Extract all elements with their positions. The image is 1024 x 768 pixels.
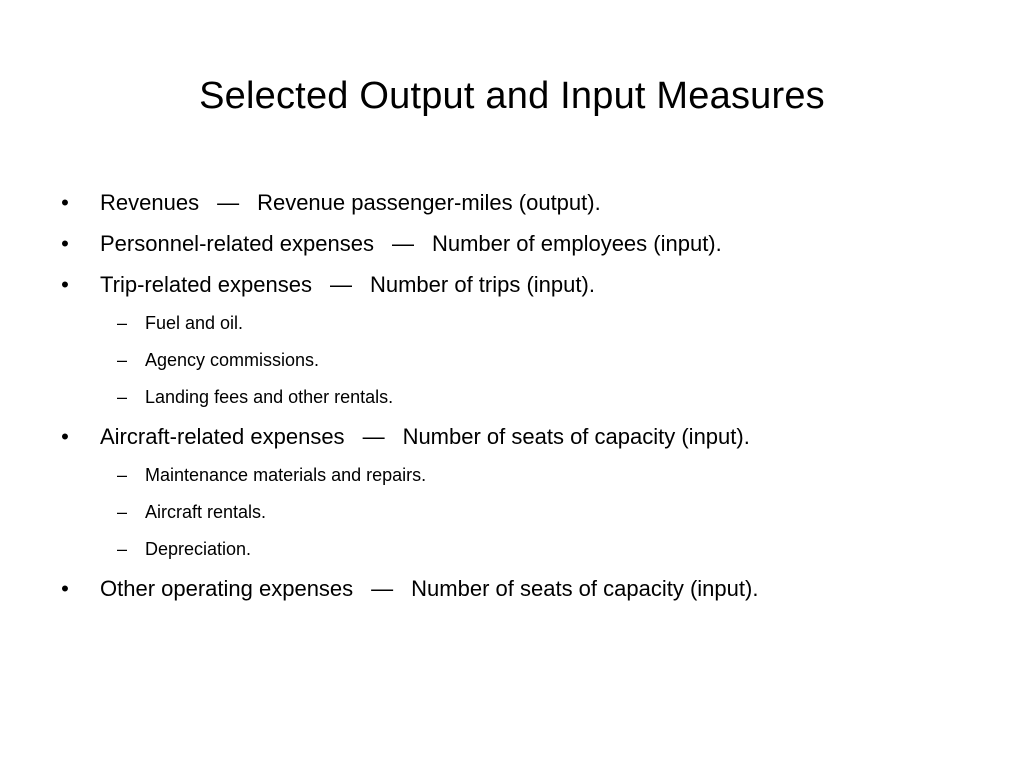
subbullet-text: Landing fees and other rentals. [145, 387, 394, 407]
bullet-lead: Aircraft-related expenses [100, 424, 345, 449]
bullet-lead: Trip-related expenses [100, 272, 312, 297]
em-dash-separator: — [371, 576, 394, 601]
dash-marker: – [116, 350, 127, 370]
subbullet-fuel-oil [58, 305, 978, 342]
dash-marker: – [116, 465, 127, 485]
bullet-personnel-expenses [58, 223, 978, 264]
bullet-lead: Personnel-related expenses [100, 231, 374, 256]
dash-marker: – [116, 539, 127, 559]
subbullet-depreciation [58, 531, 978, 568]
dash-marker: – [116, 502, 127, 522]
bullet-detail: Number of employees (input). [431, 231, 722, 256]
em-dash-separator: — [362, 424, 385, 449]
slide-title: Selected Output and Input Measures [199, 75, 825, 117]
bullet-aircraft-expenses [58, 416, 978, 457]
bullet-lead: Revenues [100, 190, 200, 215]
subbullet-text: Depreciation. [145, 539, 252, 559]
subbullet-maintenance [58, 457, 978, 494]
bullet-marker: • [61, 576, 69, 601]
bullet-marker: • [61, 190, 69, 215]
bullet-marker: • [61, 272, 69, 297]
bullet-other-expenses [58, 568, 978, 609]
subbullet-landing-fees [58, 379, 978, 416]
em-dash-separator: — [391, 231, 414, 256]
bullet-detail: Number of seats of capacity (input). [402, 424, 750, 449]
subbullet-text: Maintenance materials and repairs. [145, 465, 427, 485]
bullet-detail: Revenue passenger-miles (output). [257, 190, 601, 215]
bullet-trip-expenses [58, 264, 978, 305]
subbullet-text: Agency commissions. [145, 350, 320, 370]
em-dash-separator: — [329, 272, 352, 297]
subbullet-text: Fuel and oil. [145, 313, 244, 333]
subbullet-aircraft-rentals [58, 494, 978, 531]
subbullet-text: Aircraft rentals. [145, 502, 267, 522]
bullet-lead: Other operating expenses [100, 576, 354, 601]
dash-marker: – [116, 313, 127, 333]
bullet-marker: • [61, 231, 69, 256]
em-dash-separator: — [217, 190, 240, 215]
bullet-detail: Number of trips (input). [369, 272, 595, 297]
bullet-detail: Number of seats of capacity (input). [411, 576, 759, 601]
bullet-list [58, 182, 978, 609]
bullet-revenues [58, 182, 978, 223]
dash-marker: – [116, 387, 127, 407]
subbullet-agency-commissions [58, 342, 978, 379]
bullet-marker: • [61, 424, 69, 449]
